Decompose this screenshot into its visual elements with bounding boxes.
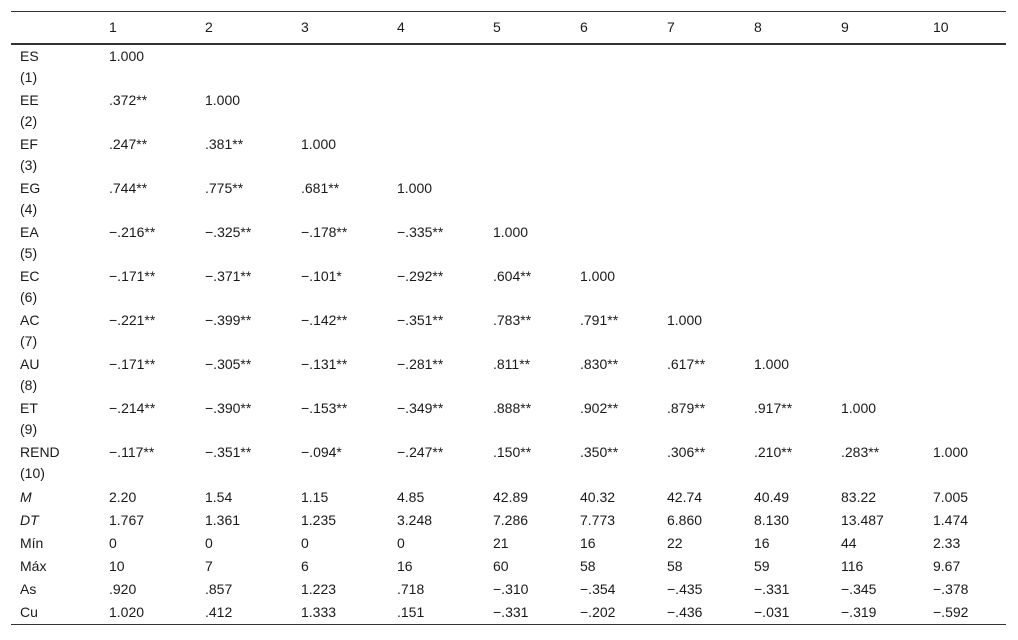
correlation-cell xyxy=(832,310,924,354)
stat-cell: 116 xyxy=(841,557,864,574)
correlation-cell xyxy=(832,354,924,398)
variable-name: EC xyxy=(20,267,40,284)
correlation-cell: .247** xyxy=(109,135,148,152)
correlation-cell: 1.000 xyxy=(109,47,145,64)
correlation-cell xyxy=(658,222,745,266)
stat-label: Mín xyxy=(20,534,44,551)
correlation-cell xyxy=(484,134,571,178)
stat-cell: 2.20 xyxy=(109,488,137,505)
correlation-cell xyxy=(924,398,1006,442)
row-label xyxy=(11,44,100,90)
stat-label: As xyxy=(20,580,37,597)
column-header-9: 9 xyxy=(832,12,924,44)
table-row xyxy=(11,555,1006,578)
variable-number: (8) xyxy=(20,376,38,393)
stat-cell: −.378 xyxy=(933,580,969,597)
correlation-cell xyxy=(745,310,832,354)
correlation-cell: −.351** xyxy=(397,311,444,328)
correlation-cell xyxy=(832,266,924,310)
correlation-cell: 1.000 xyxy=(667,311,703,328)
correlation-cell: .617** xyxy=(667,355,706,372)
correlation-cell xyxy=(745,222,832,266)
stat-cell: −.331 xyxy=(754,580,790,597)
stat-cell: −.592 xyxy=(924,601,1006,625)
correlation-cell: −.247** xyxy=(397,443,444,460)
column-header-5: 5 xyxy=(484,12,571,44)
correlation-cell xyxy=(658,266,745,310)
correlation-cell: .775** xyxy=(205,179,244,196)
stat-cell: 59 xyxy=(754,557,770,574)
stat-cell: 44 xyxy=(841,534,857,551)
stat-cell: 58 xyxy=(580,557,596,574)
stat-label: DT xyxy=(20,511,39,528)
variable-name: REND xyxy=(20,443,60,460)
stat-cell: 7.286 xyxy=(493,511,529,528)
correlation-cell xyxy=(832,90,924,134)
correlation-cell xyxy=(292,44,388,90)
correlation-cell xyxy=(571,134,658,178)
correlation-cell: .744** xyxy=(109,179,148,196)
correlation-cell: −.325** xyxy=(205,223,252,240)
table-row xyxy=(11,532,1006,555)
variable-number: (1) xyxy=(20,68,38,85)
stat-cell: 16 xyxy=(754,534,770,551)
variable-name: ET xyxy=(20,399,38,416)
correlation-cell: .604** xyxy=(493,267,532,284)
stat-cell: 6 xyxy=(301,557,309,574)
correlation-cell: 1.000 xyxy=(493,223,529,240)
stat-cell: 1.767 xyxy=(109,511,145,528)
correlation-cell xyxy=(832,222,924,266)
correlation-cell xyxy=(745,266,832,310)
table-row xyxy=(11,442,1006,486)
correlation-cell: −.131** xyxy=(301,355,348,372)
variable-number: (6) xyxy=(20,288,38,305)
stat-cell: .718 xyxy=(397,580,425,597)
row-label xyxy=(11,354,100,398)
table-row xyxy=(11,486,1006,509)
stat-cell: 1.15 xyxy=(301,488,329,505)
stat-label: Cu xyxy=(11,601,100,625)
correlation-cell xyxy=(658,178,745,222)
correlation-cell xyxy=(484,90,571,134)
correlation-cell: 1.000 xyxy=(580,267,616,284)
table-body xyxy=(11,44,1006,625)
stat-cell: 6.860 xyxy=(667,511,703,528)
correlation-cell: .681** xyxy=(301,179,340,196)
correlation-cell: .888** xyxy=(493,399,532,416)
correlation-cell: −.305** xyxy=(205,355,252,372)
row-label xyxy=(11,266,100,310)
stat-cell: 21 xyxy=(493,534,509,551)
correlation-cell: −.351** xyxy=(205,443,252,460)
correlation-cell xyxy=(658,134,745,178)
correlation-cell: −.399** xyxy=(205,311,252,328)
column-header-label xyxy=(11,12,100,44)
correlation-cell: 1.000 xyxy=(841,399,877,416)
row-label xyxy=(11,310,100,354)
correlation-cell xyxy=(924,134,1006,178)
variable-name: AU xyxy=(20,355,40,372)
table-row xyxy=(11,266,1006,310)
stat-cell: 40.32 xyxy=(580,488,616,505)
stat-cell: 42.74 xyxy=(667,488,703,505)
stat-cell: −.345 xyxy=(841,580,877,597)
row-label xyxy=(11,398,100,442)
variable-name: EF xyxy=(20,135,38,152)
correlation-cell: −.390** xyxy=(205,399,252,416)
stat-cell: 16 xyxy=(580,534,596,551)
correlation-cell xyxy=(745,134,832,178)
column-header-7: 7 xyxy=(658,12,745,44)
correlation-cell: .350** xyxy=(580,443,619,460)
column-header-8: 8 xyxy=(745,12,832,44)
correlation-cell: 1.000 xyxy=(933,443,969,460)
row-label xyxy=(11,442,100,486)
correlation-cell xyxy=(484,178,571,222)
correlation-cell: −.221** xyxy=(109,311,156,328)
variable-name: AC xyxy=(20,311,40,328)
stat-cell: 22 xyxy=(667,534,683,551)
stat-cell: 42.89 xyxy=(493,488,529,505)
column-header-6: 6 xyxy=(571,12,658,44)
correlation-cell xyxy=(571,44,658,90)
table-row xyxy=(11,44,1006,90)
variable-name: EG xyxy=(20,179,41,196)
correlation-cell xyxy=(924,222,1006,266)
stat-cell: .412 xyxy=(196,601,292,625)
correlation-cell xyxy=(745,178,832,222)
stat-cell: .151 xyxy=(388,601,484,625)
correlation-cell: −.153** xyxy=(301,399,348,416)
correlation-cell: −.142** xyxy=(301,311,348,328)
correlation-cell: 1.000 xyxy=(397,179,433,196)
stat-cell: −.354 xyxy=(580,580,616,597)
table-row xyxy=(11,509,1006,532)
correlation-cell: .283** xyxy=(841,443,880,460)
table-row xyxy=(11,134,1006,178)
stat-cell: 1.54 xyxy=(205,488,233,505)
row-label xyxy=(11,222,100,266)
stat-cell: −.310 xyxy=(493,580,529,597)
correlation-cell xyxy=(924,266,1006,310)
stat-cell: .857 xyxy=(205,580,233,597)
correlation-cell xyxy=(924,178,1006,222)
stat-cell: .920 xyxy=(109,580,137,597)
variable-number: (3) xyxy=(20,156,38,173)
correlation-cell xyxy=(832,44,924,90)
column-header-3: 3 xyxy=(292,12,388,44)
correlation-cell: .917** xyxy=(754,399,793,416)
correlation-cell: −.171** xyxy=(109,267,156,284)
stat-cell: −.031 xyxy=(745,601,832,625)
correlation-cell: .830** xyxy=(580,355,619,372)
correlation-cell xyxy=(388,90,484,134)
correlation-cell: 1.000 xyxy=(754,355,790,372)
correlation-cell: .210** xyxy=(754,443,793,460)
row-label xyxy=(11,178,100,222)
stat-cell: −.435 xyxy=(667,580,703,597)
correlation-cell xyxy=(571,90,658,134)
variable-number: (5) xyxy=(20,244,38,261)
variable-name: ES xyxy=(20,47,39,64)
column-header-2: 2 xyxy=(196,12,292,44)
stat-cell: 8.130 xyxy=(754,511,790,528)
correlation-cell: .150** xyxy=(493,443,532,460)
correlation-cell: −.349** xyxy=(397,399,444,416)
column-header-10: 10 xyxy=(924,12,1006,44)
correlation-cell: .811** xyxy=(493,355,531,372)
stat-cell: 40.49 xyxy=(754,488,790,505)
stat-cell: 1.223 xyxy=(301,580,337,597)
variable-name: EE xyxy=(20,91,39,108)
stat-cell: −.319 xyxy=(832,601,924,625)
stat-cell: 0 xyxy=(205,534,213,551)
correlation-cell: −.171** xyxy=(109,355,156,372)
stat-cell: −.331 xyxy=(484,601,571,625)
variable-number: (7) xyxy=(20,332,38,349)
table-row xyxy=(11,398,1006,442)
stat-cell: 1.235 xyxy=(301,511,337,528)
correlation-table xyxy=(11,11,1006,625)
correlation-cell xyxy=(292,90,388,134)
header-row xyxy=(11,12,1006,44)
correlation-cell: −.216** xyxy=(109,223,156,240)
correlation-cell xyxy=(484,44,571,90)
column-header-1: 1 xyxy=(100,12,196,44)
stat-cell: 0 xyxy=(301,534,309,551)
stat-label: M xyxy=(20,488,32,505)
stat-label: Máx xyxy=(20,557,47,574)
correlation-cell xyxy=(924,44,1006,90)
stat-cell: 1.474 xyxy=(933,511,969,528)
stat-cell: 83.22 xyxy=(841,488,877,505)
correlation-cell: .879** xyxy=(667,399,706,416)
correlation-cell xyxy=(745,44,832,90)
correlation-cell xyxy=(196,44,292,90)
stat-cell: 58 xyxy=(667,557,683,574)
stat-cell: 16 xyxy=(397,557,413,574)
table-row xyxy=(11,222,1006,266)
correlation-cell: −.101* xyxy=(301,267,342,284)
stat-cell: 13.487 xyxy=(841,511,884,528)
variable-number: (4) xyxy=(20,200,38,217)
correlation-cell xyxy=(658,90,745,134)
correlation-cell: −.292** xyxy=(397,267,444,284)
correlation-cell: .372** xyxy=(109,91,148,108)
correlation-cell: −.371** xyxy=(205,267,252,284)
row-label xyxy=(11,90,100,134)
stat-cell: 2.33 xyxy=(933,534,961,551)
stat-cell: 0 xyxy=(397,534,405,551)
stat-cell: 0 xyxy=(109,534,117,551)
correlation-cell xyxy=(832,178,924,222)
correlation-table-container xyxy=(11,11,1006,625)
table-row xyxy=(11,354,1006,398)
correlation-cell xyxy=(388,134,484,178)
stat-cell: −.436 xyxy=(658,601,745,625)
correlation-cell xyxy=(832,134,924,178)
correlation-cell: .791** xyxy=(580,311,619,328)
stat-cell: 3.248 xyxy=(397,511,433,528)
stat-cell: 7.773 xyxy=(580,511,616,528)
table-row xyxy=(11,90,1006,134)
variable-name: EA xyxy=(20,223,39,240)
correlation-cell: −.281** xyxy=(397,355,444,372)
stat-cell: 1.333 xyxy=(292,601,388,625)
correlation-cell xyxy=(924,90,1006,134)
correlation-cell: .783** xyxy=(493,311,532,328)
table-row xyxy=(11,601,1006,625)
stat-cell: 1.361 xyxy=(205,511,241,528)
variable-number: (2) xyxy=(20,112,38,129)
correlation-cell xyxy=(658,44,745,90)
stat-cell: 4.85 xyxy=(397,488,425,505)
column-header-4: 4 xyxy=(388,12,484,44)
stat-cell: 1.020 xyxy=(100,601,196,625)
correlation-cell: −.178** xyxy=(301,223,348,240)
correlation-cell: −.214** xyxy=(109,399,156,416)
row-label xyxy=(11,134,100,178)
correlation-cell: .381** xyxy=(205,135,244,152)
stat-cell: 7 xyxy=(205,557,213,574)
correlation-cell: .902** xyxy=(580,399,619,416)
correlation-cell: 1.000 xyxy=(301,135,337,152)
correlation-cell: .306** xyxy=(667,443,706,460)
correlation-cell xyxy=(924,354,1006,398)
stat-cell: 60 xyxy=(493,557,509,574)
correlation-cell xyxy=(745,90,832,134)
table-row xyxy=(11,310,1006,354)
variable-number: (9) xyxy=(20,420,38,437)
stat-cell: −.202 xyxy=(571,601,658,625)
correlation-cell xyxy=(571,222,658,266)
table-row xyxy=(11,578,1006,601)
correlation-cell: −.335** xyxy=(397,223,444,240)
table-row xyxy=(11,178,1006,222)
stat-cell: 7.005 xyxy=(933,488,969,505)
correlation-cell xyxy=(388,44,484,90)
correlation-cell xyxy=(924,310,1006,354)
stat-cell: 9.67 xyxy=(933,557,961,574)
stat-cell: 10 xyxy=(109,557,125,574)
correlation-cell: 1.000 xyxy=(205,91,241,108)
correlation-cell xyxy=(571,178,658,222)
correlation-cell: −.117** xyxy=(109,443,155,460)
table-header xyxy=(11,12,1006,44)
correlation-cell: −.094* xyxy=(301,443,342,460)
variable-number: (10) xyxy=(20,464,45,481)
